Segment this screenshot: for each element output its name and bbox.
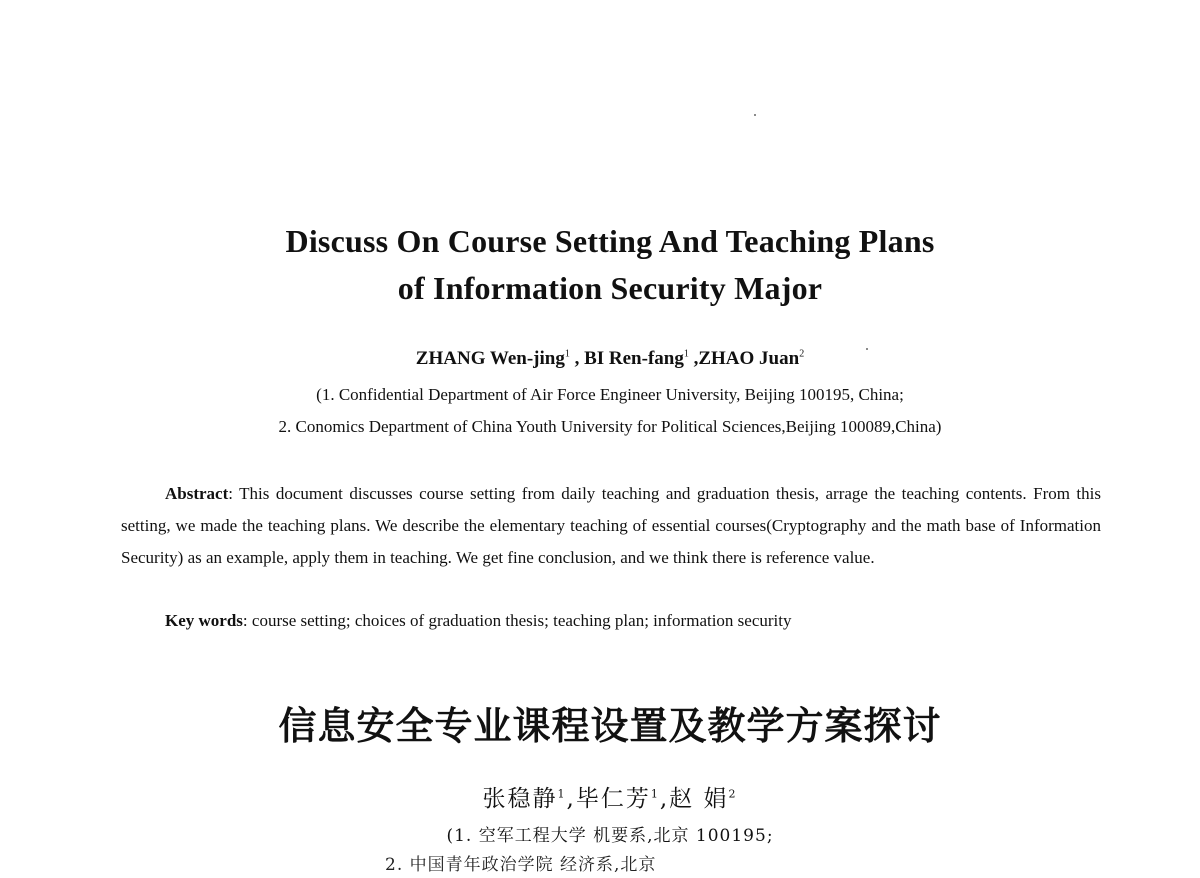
author-name: ZHANG Wen-jing [415, 348, 565, 369]
keywords-label: Key words [165, 611, 243, 630]
author-name: BI Ren-fang [584, 348, 684, 369]
english-title-line-2: of Information Security Major [397, 270, 823, 306]
english-affiliation-2: 2. Conomics Department of China Youth University for Political Sciences,Beijing 100089,China) [278, 417, 942, 436]
cn-author-separator: , [566, 786, 576, 812]
cn-author-affiliation-mark: 1 [650, 787, 660, 801]
chinese-affiliation-2: 2. 中国青年政治学院 经济系,北京 [385, 855, 657, 875]
scan-speck [754, 114, 756, 116]
cn-author-separator: , [659, 786, 670, 812]
keywords-text: : course setting; choices of graduation thesis; teaching plan; information security [242, 611, 792, 630]
author-name: ZHAO Juan [698, 348, 800, 369]
abstract [121, 478, 1101, 574]
english-affiliation-1: (1. Confidential Department of Air Force Engineer University, Beijing 100195, China; [316, 385, 904, 404]
cn-author-affiliation-mark: 1 [557, 787, 567, 801]
chinese-affiliation-1: (1. 空军工程大学 机要系,北京 100195; [446, 826, 774, 846]
cn-author-name: 张稳静 [482, 786, 558, 812]
cn-author-affiliation-mark: 2 [728, 787, 738, 801]
cn-author-name: 毕仁芳 [575, 786, 651, 812]
english-authors [0, 345, 1200, 373]
author-affiliation-mark: 1 [564, 348, 570, 360]
keywords [165, 606, 1105, 636]
abstract-text: : This document discusses course setting from daily teaching and graduation thesis, arrage the teaching contents. From this setting, we made the teaching plans. We describe the elementary teaching of essential courses(Cryptography and the math base of Information Security) as an example, apply them in teaching. We get fine conclusion, and we think there is reference value. [121, 484, 1101, 567]
abstract-label: Abstract [165, 484, 229, 503]
cn-author-name: 赵 娟 [669, 786, 729, 812]
author-affiliation-mark: 2 [799, 348, 805, 360]
author-separator: , [569, 348, 585, 369]
chinese-title: 信息安全专业课程设置及教学方案探讨 [278, 703, 942, 748]
author-affiliation-mark: 1 [683, 348, 689, 360]
english-title-line-1: Discuss On Course Setting And Teaching Plans [285, 223, 935, 259]
chinese-authors [0, 783, 1200, 815]
author-separator: , [688, 348, 699, 369]
